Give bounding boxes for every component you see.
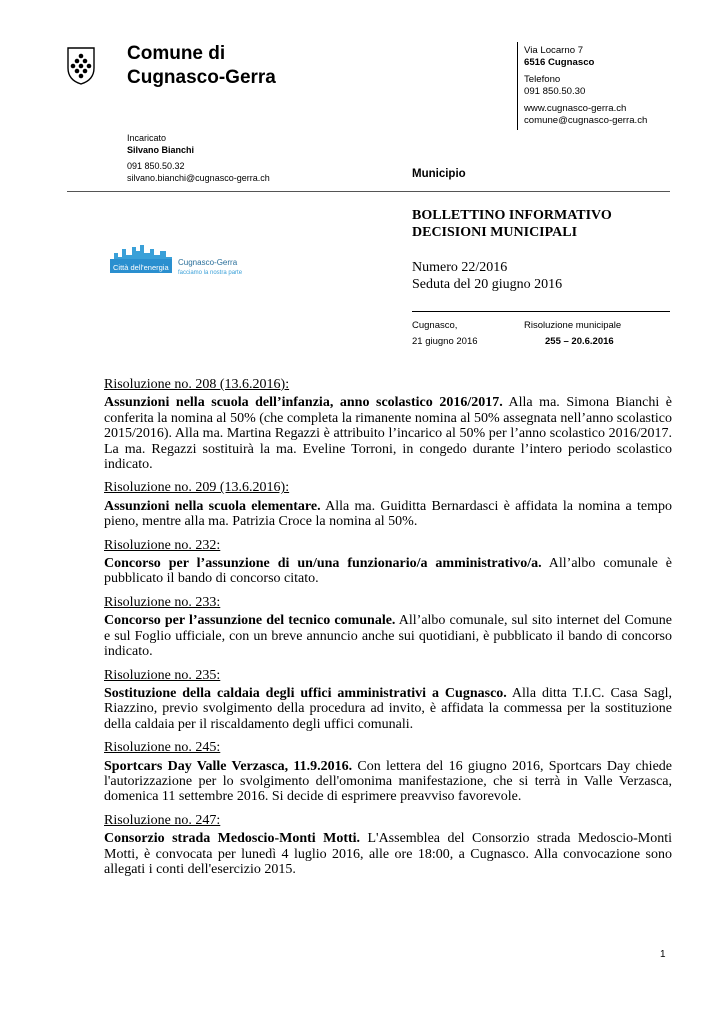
email-link[interactable]: comune@cugnasco-gerra.ch — [524, 115, 648, 126]
address-city: 6516 Cugnasco — [524, 57, 595, 68]
phone-number: 091 850.50.30 — [524, 86, 586, 97]
contact-person-email[interactable]: silvano.bianchi@cugnasco-gerra.ch — [127, 172, 270, 183]
resolution-item — [104, 813, 672, 878]
resolution-text: Sportcars Day Valle Verzasca, 11.9.2016. Con lettera del 16 giugno 2016, Sportcars Day chiede l'autorizzazione per lo svolgimento dell'omonima manifestazione, che si terrà in Valle Verzasca, domenica 11 settembre 2016. Si decide di esprimere preavviso favorevole. — [104, 758, 672, 805]
energy-city-logo — [110, 237, 250, 281]
page-number: 1 — [660, 949, 666, 960]
address-street: Via Locarno 7 — [524, 45, 584, 56]
contact-person-name: Silvano Bianchi — [127, 144, 195, 155]
contact-person-phone: 091 850.50.32 — [127, 161, 185, 171]
resolution-heading: Risoluzione no. 247: — [104, 812, 221, 828]
meta-place: Cugnasco, — [412, 320, 458, 331]
meta-resolution-label: Risoluzione municipale — [524, 320, 622, 331]
resolution-text: Consorzio strada Medoscio-Monti Motti. L'Assemblea del Consorzio strada Medoscio-Monti Motti, è convocata per lunedì 4 luglio 2016, alle ore 18:00, a Cugnasco. Alla convocazione sono allegati i conti dell'esercizio 2015. — [104, 831, 672, 877]
resolution-item — [104, 740, 672, 805]
resolution-item — [104, 668, 672, 733]
meta-resolution — [524, 318, 621, 350]
meta-resolution-value: 255 – 20.6.2016 — [545, 336, 614, 347]
resolution-item — [104, 538, 672, 587]
contact-block — [524, 45, 647, 127]
phone-label: Telefono — [524, 74, 561, 85]
resolutions-list — [104, 377, 672, 885]
resolution-heading: Risoluzione no. 233: — [104, 594, 221, 610]
logo-tagline: facciamo la nostra parte — [178, 270, 243, 276]
resolution-heading: Risoluzione no. 235: — [104, 667, 221, 683]
bulletin-title: BOLLETTINO INFORMATIVO DECISIONI MUNICIPALI — [412, 208, 612, 240]
contact-person-label: Incaricato — [127, 133, 167, 143]
resolution-heading: Risoluzione no. 208 (13.6.2016): — [104, 377, 290, 392]
contact-divider — [517, 42, 518, 130]
resolution-heading: Risoluzione no. 245: — [104, 740, 221, 756]
logo-text-left: Città dell'energia — [113, 263, 169, 272]
meta-date: 21 giugno 2016 — [412, 336, 478, 347]
website-link[interactable]: www.cugnasco-gerra.ch — [524, 103, 627, 114]
resolution-text: Sostituzione della caldaia degli uffici amministrativi a Cugnasco. Alla ditta T.I.C. Casa Sagl, Riazzino, previo svolgimento della procedura ad invito, è affidata la commessa per la sostituzione della caldaia per il riscaldamento degli uffici comunali. — [104, 685, 673, 732]
resolution-heading: Risoluzione no. 209 (13.6.2016): — [104, 480, 290, 496]
resolution-text: Assunzioni nella scuola elementare. Alla ma. Guiditta Bernardasci è affidata la nomina a tempo pieno, mentre alla ma. Patrizia Croce la nomina al 50%. — [104, 498, 672, 530]
department-label: Municipio — [412, 168, 466, 180]
bulletin-number: Numero 22/2016 Seduta del 20 giugno 2016 — [412, 260, 563, 292]
resolution-heading: Risoluzione no. 232: — [104, 537, 221, 553]
resolution-item — [104, 595, 672, 660]
coat-of-arms-icon — [66, 46, 96, 86]
resolution-text: Concorso per l’assunzione di un/una funzionario/a amministrativo/a. All’albo comunale è pubblicato il bando di concorso citato. — [104, 556, 672, 587]
resolution-text: Concorso per l’assunzione del tecnico comunale. All’albo comunale, sul sito internet del Comune e sul Foglio ufficiale, con un breve annuncio anche sui quotidiani, è pubblicato il bando di concorso indicato. — [104, 613, 672, 660]
logo-text-right: Cugnasco-Gerra — [178, 258, 238, 267]
resolution-text: Assunzioni nella scuola dell’infanzia, anno scolastico 2016/2017. Alla ma. Simona Bianchi è conferita la nomina al 50% (che completa la rimanente nomina al 50% assegnata nell’anno scolastico 2015/2016). Alla ma. Martina Regazzi è attribuito l’incarico al 50% per l’anno scolastico 2016/2017. La ma. Regazzi sostituirà la ma. Eveline Torroni, in congedo durante l’intero periodo scolastico indicato. — [104, 395, 672, 473]
contact-person — [127, 133, 270, 184]
resolution-item — [104, 480, 672, 529]
resolution-item — [104, 377, 672, 472]
meta-place-date — [412, 318, 478, 350]
meta-divider — [412, 311, 670, 312]
header-divider — [67, 191, 670, 192]
municipality-title: Comune di Cugnasco-Gerra — [127, 43, 276, 88]
